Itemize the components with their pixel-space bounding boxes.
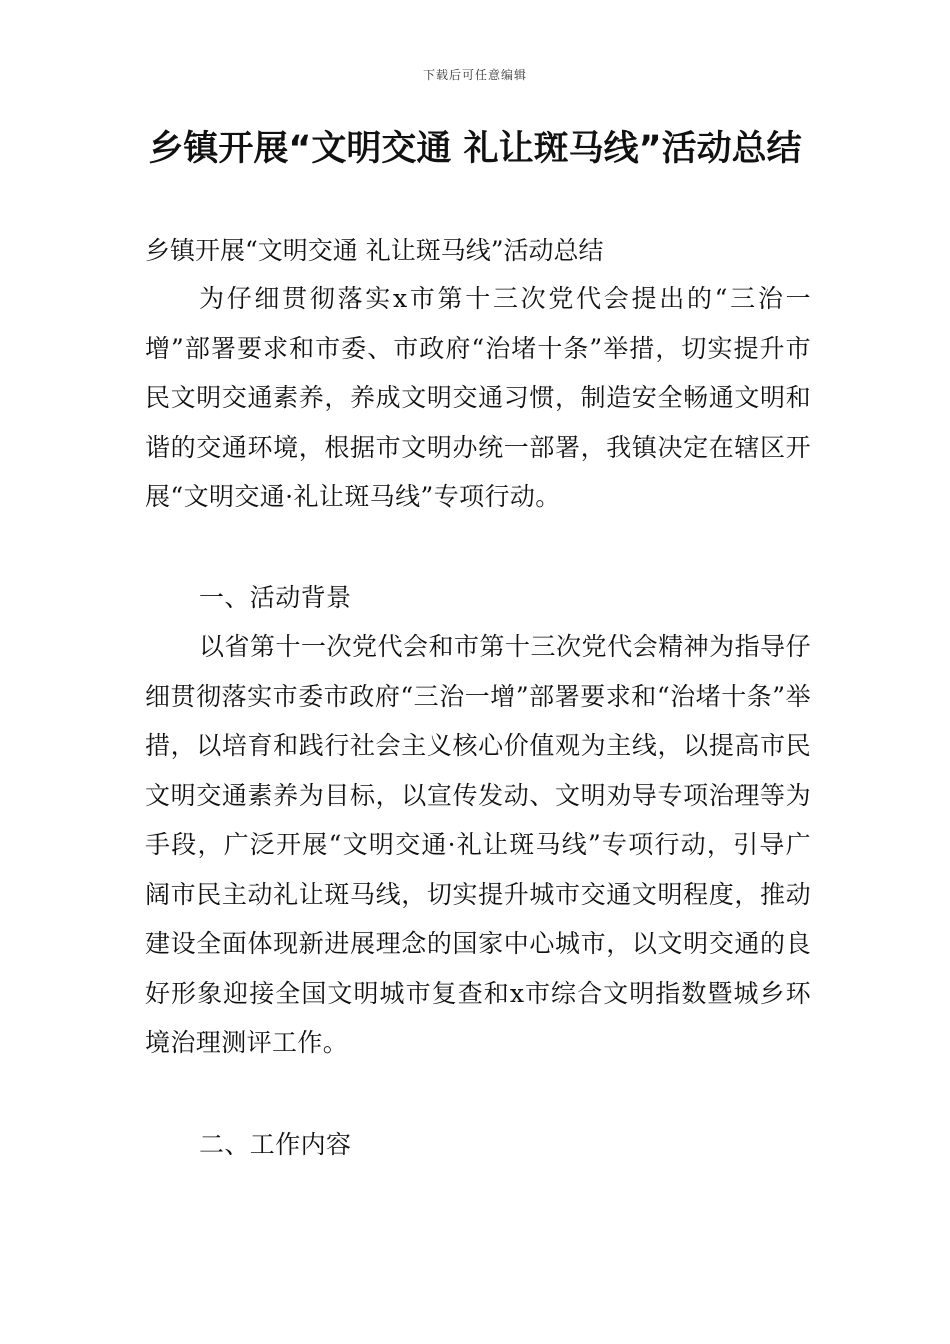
intro-paragraph: 为仔细贯彻落实x市第十三次党代会提出的“三治一增”部署要求和市委、市政府“治堵十条”举措，切实提升市民文明交通素养，养成文明交通习惯，制造安全畅通文明和谐的交通环境，根据市文明办统一部署，我镇决定在辖区开展“文明交通·礼让斑马线”专项行动。 (145, 284, 811, 511)
header-note: 下载后可任意编辑 (422, 68, 527, 82)
section-heading-work-content: 二、工作内容 (199, 1130, 352, 1159)
section-heading-background: 一、活动背景 (199, 583, 352, 612)
background-paragraph: 以省第十一次党代会和市第十三次党代会精神为指导仔细贯彻落实市委市政府“三治一增”部署要求和“治堵十条”举措，以培育和践行社会主义核心价值观为主线，以提高市民文明交通素养为目标，以宣传发动、文明劝导专项治理等为手段，广泛开展“文明交通·礼让斑马线”专项行动，引导广阔市民主动礼让斑马线，切实提升城市交通文明程度，推动建设全面体现新进展理念的国家中心城市，以文明交通的良好形象迎接全国文明城市复查和x市综合文明指数暨城乡环境治理测评工作。 (145, 632, 811, 1057)
document-subtitle: 乡镇开展“文明交通 礼让斑马线”活动总结 (145, 236, 604, 265)
document-title: 乡镇开展“文明交通 礼让斑马线”活动总结 (148, 129, 802, 169)
